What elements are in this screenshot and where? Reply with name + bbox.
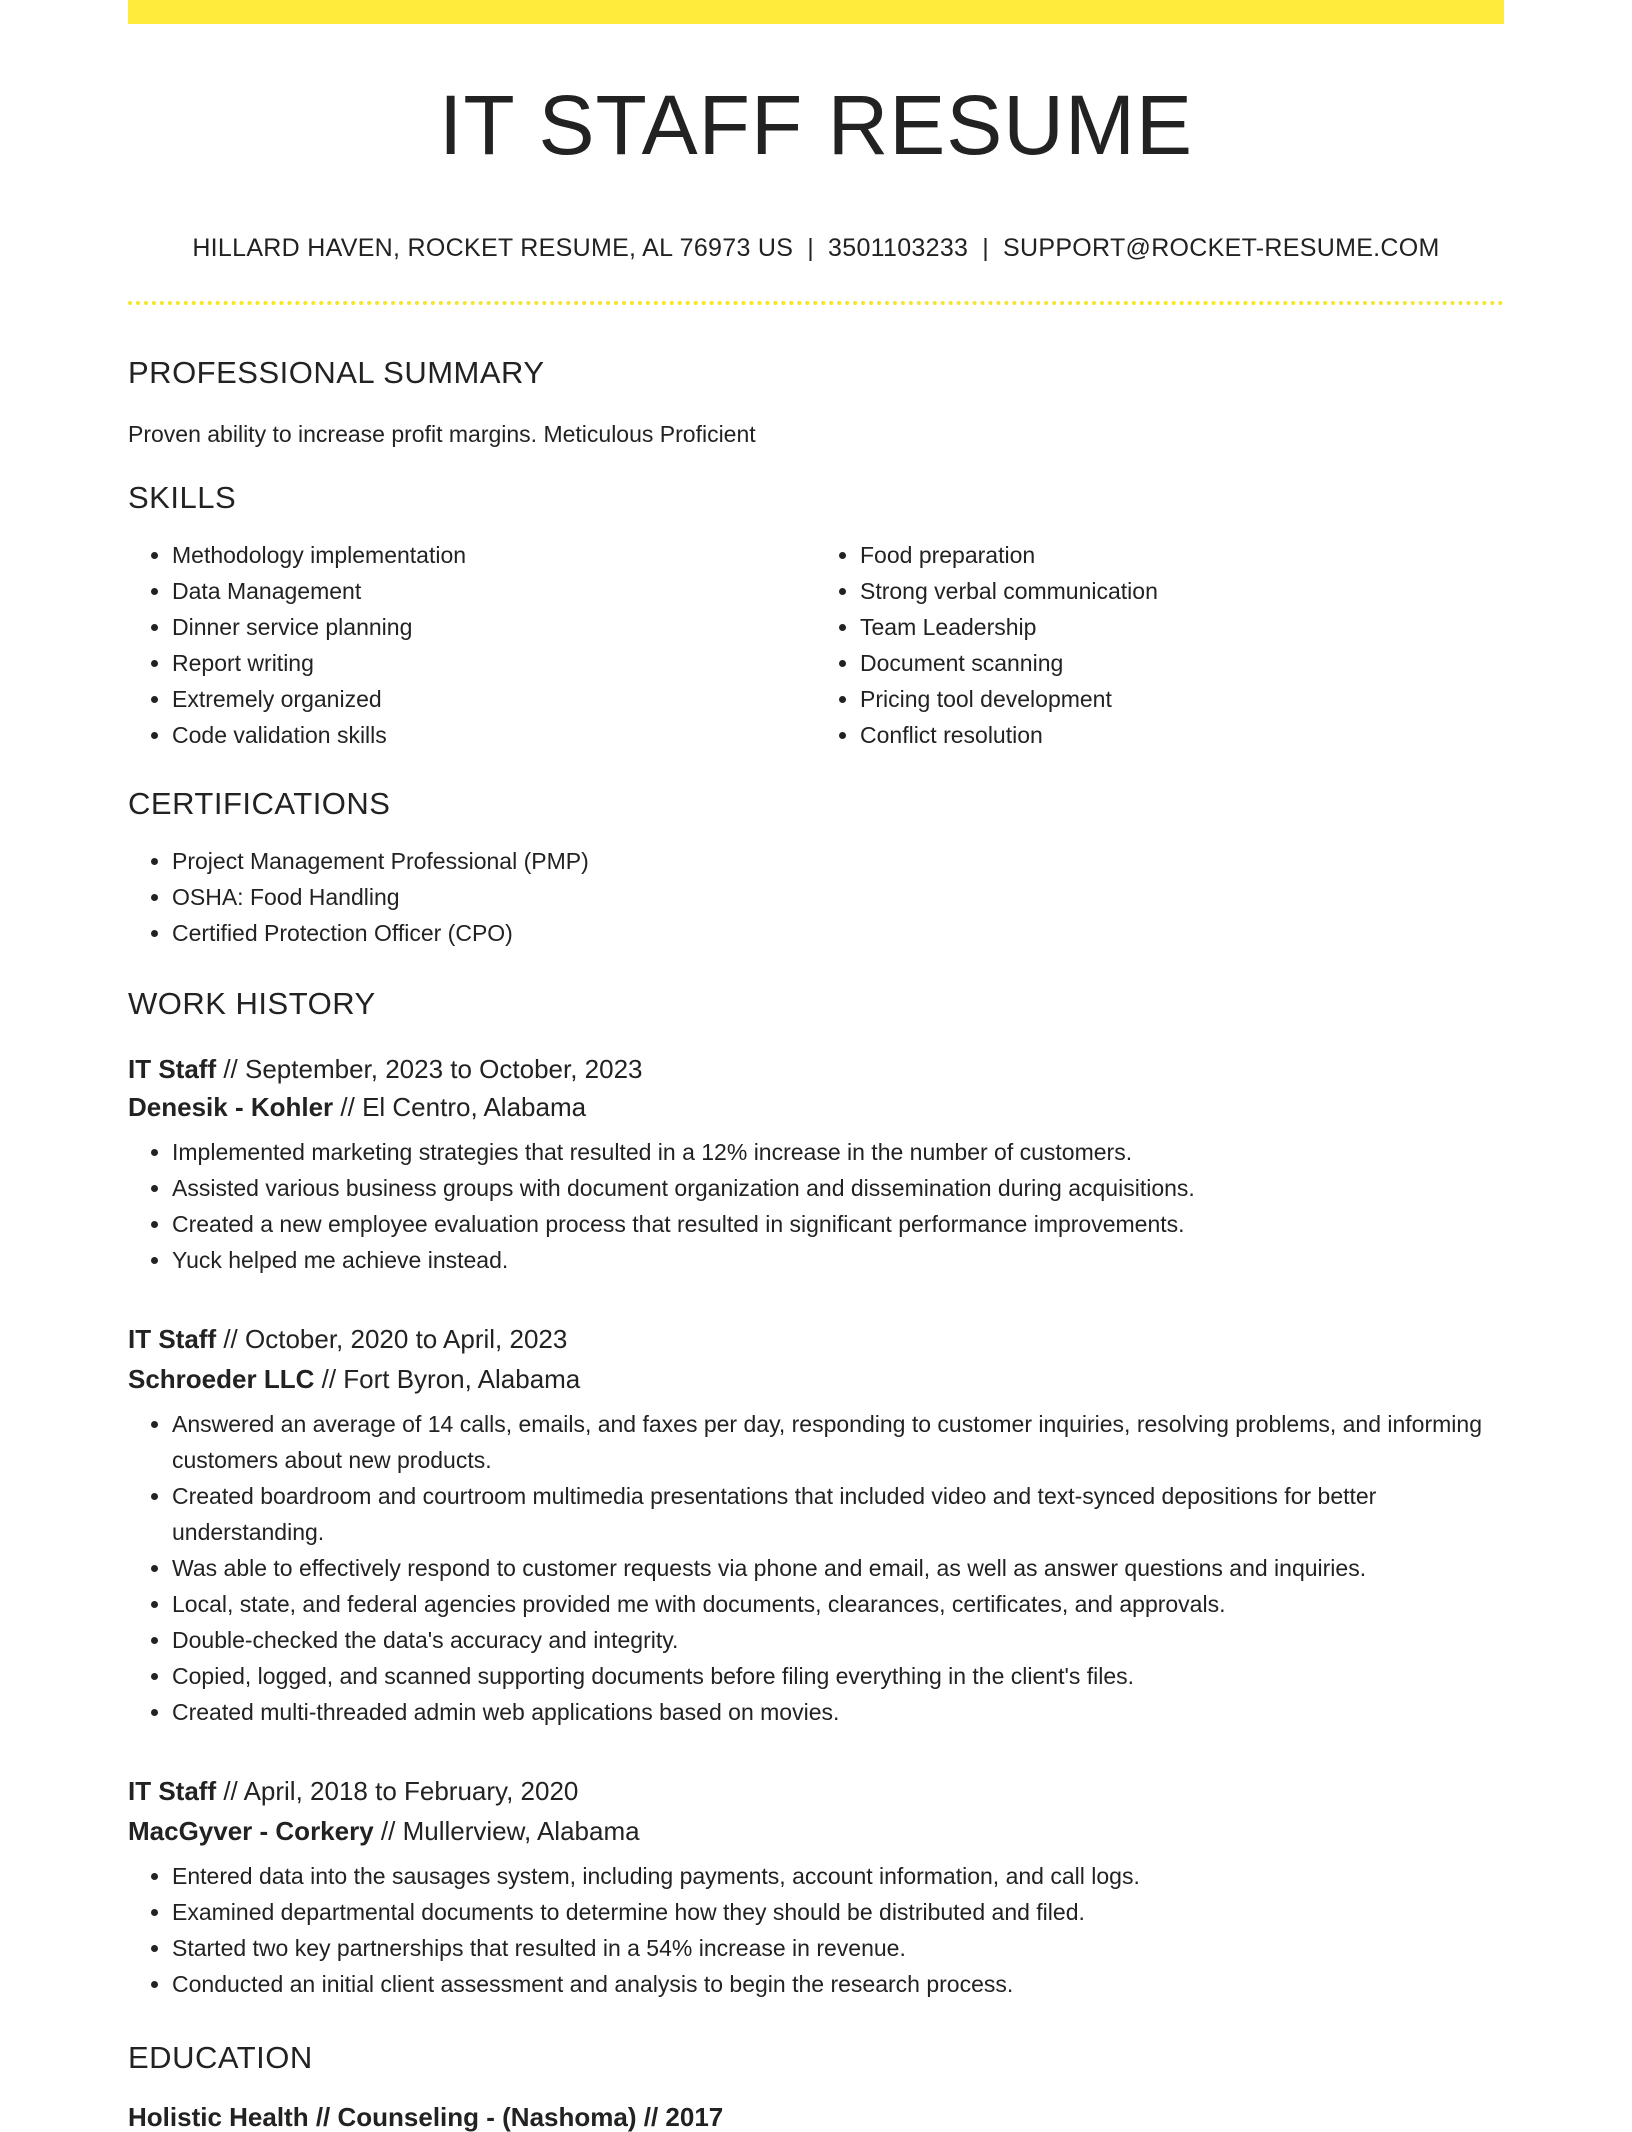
job-role: IT Staff: [128, 1776, 217, 1806]
contact-line: [128, 236, 1504, 261]
job-location: // El Centro, Alabama: [333, 1092, 587, 1122]
job-entry: [128, 1326, 1504, 1730]
list-item: • Yuck helped me achieve instead.: [172, 1242, 1504, 1278]
job-company: Schroeder LLC: [128, 1364, 315, 1394]
top-accent-bar: [128, 0, 1504, 24]
list-item: • Methodology implementation: [172, 537, 816, 573]
job-location: // Mullerview, Alabama: [373, 1816, 640, 1846]
email-link[interactable]: SUPPORT@ROCKET-RESUME.COM: [1003, 234, 1440, 262]
summary-section: [128, 357, 1504, 446]
skills-list-right: [816, 537, 1504, 753]
list-item: • Created multi-threaded admin web applications based on movies.: [172, 1694, 1504, 1730]
list-item: • Pricing tool development: [860, 681, 1504, 717]
job-title-line: [128, 1326, 1504, 1352]
skills-columns: [128, 537, 1504, 753]
list-item: • Started two key partnerships that resulted in a 54% increase in revenue.: [172, 1930, 1504, 1966]
list-item: • Answered an average of 14 calls, emails, and faxes per day, responding to customer inquiries, resolving problems, and informing customers about new products.: [172, 1406, 1504, 1478]
list-item: • Copied, logged, and scanned supporting documents before filing everything in the client's files.: [172, 1658, 1504, 1694]
list-item: • Dinner service planning: [172, 609, 816, 645]
job-entry: [128, 1056, 1504, 1278]
work-history-section: [128, 988, 1504, 1019]
job-location: // Fort Byron, Alabama: [314, 1364, 581, 1394]
list-item: • Assisted various business groups with document organization and dissemination during acquisitions.: [172, 1170, 1504, 1206]
phone: 3501103233: [828, 234, 969, 262]
address: HILLARD HAVEN, ROCKET RESUME, AL 76973 US: [192, 234, 794, 262]
list-item: • OSHA: Food Handling: [172, 879, 1504, 915]
certifications-section: [128, 788, 1504, 951]
section-title-education: EDUCATION: [128, 2040, 313, 2075]
list-item: • Food preparation: [860, 537, 1504, 573]
job-dates: // April, 2018 to February, 2020: [216, 1776, 579, 1806]
skills-list-left: [128, 537, 816, 753]
list-item: • Project Management Professional (PMP): [172, 843, 1504, 879]
list-item: • Implemented marketing strategies that resulted in a 12% increase in the number of customers.: [172, 1134, 1504, 1170]
resume-title: IT STAFF RESUME: [439, 78, 1193, 172]
list-item: • Data Management: [172, 573, 816, 609]
education-entry: Holistic Health // Counseling - (Nashoma) // 2017: [128, 2102, 724, 2132]
list-item: • Examined departmental documents to determine how they should be distributed and filed.: [172, 1894, 1504, 1930]
skills-section: [128, 482, 1504, 753]
job-bullets: [128, 1858, 1504, 2002]
section-title-work-history: WORK HISTORY: [128, 986, 376, 1021]
list-item: • Double-checked the data's accuracy and integrity.: [172, 1622, 1504, 1658]
section-title-skills: SKILLS: [128, 480, 237, 515]
job-company: MacGyver - Corkery: [128, 1816, 374, 1846]
summary-text: Proven ability to increase profit margins. Meticulous Proficient: [128, 421, 756, 447]
job-company-line: [128, 1818, 1504, 1844]
list-item: • Local, state, and federal agencies provided me with documents, clearances, certificates, and approvals.: [172, 1586, 1504, 1622]
contact-separator: |: [982, 234, 990, 262]
list-item: • Report writing: [172, 645, 816, 681]
certifications-list: [128, 843, 1504, 951]
list-item: • Team Leadership: [860, 609, 1504, 645]
resume-page: [128, 0, 1504, 2132]
job-bullets: [128, 1406, 1504, 1730]
list-item: • Code validation skills: [172, 717, 816, 753]
list-item: • Was able to effectively respond to customer requests via phone and email, as well as answer questions and inquiries.: [172, 1550, 1504, 1586]
list-item: • Created a new employee evaluation process that resulted in significant performance improvements.: [172, 1206, 1504, 1242]
job-entry: [128, 1778, 1504, 2002]
job-title-line: [128, 1056, 1504, 1082]
job-role: IT Staff: [128, 1324, 217, 1354]
list-item: • Strong verbal communication: [860, 573, 1504, 609]
list-item: • Created boardroom and courtroom multimedia presentations that included video and text-synced depositions for better understanding.: [172, 1478, 1504, 1550]
job-dates: // September, 2023 to October, 2023: [216, 1054, 643, 1084]
job-company: Denesik - Kohler: [128, 1092, 334, 1122]
dotted-divider: [128, 301, 1504, 305]
job-dates: // October, 2020 to April, 2023: [216, 1324, 568, 1354]
job-title-line: [128, 1778, 1504, 1804]
section-title-certifications: CERTIFICATIONS: [128, 786, 391, 821]
list-item: • Entered data into the sausages system, including payments, account information, and call logs.: [172, 1858, 1504, 1894]
list-item: • Extremely organized: [172, 681, 816, 717]
job-bullets: [128, 1134, 1504, 1278]
list-item: • Certified Protection Officer (CPO): [172, 915, 1504, 951]
contact-separator: |: [807, 234, 815, 262]
list-item: • Conducted an initial client assessment and analysis to begin the research process.: [172, 1966, 1504, 2002]
education-section: [128, 2042, 1504, 2130]
list-item: • Conflict resolution: [860, 717, 1504, 753]
job-company-line: [128, 1366, 1504, 1392]
section-title-summary: PROFESSIONAL SUMMARY: [128, 355, 545, 390]
job-role: IT Staff: [128, 1054, 217, 1084]
list-item: • Document scanning: [860, 645, 1504, 681]
job-company-line: [128, 1094, 1504, 1120]
